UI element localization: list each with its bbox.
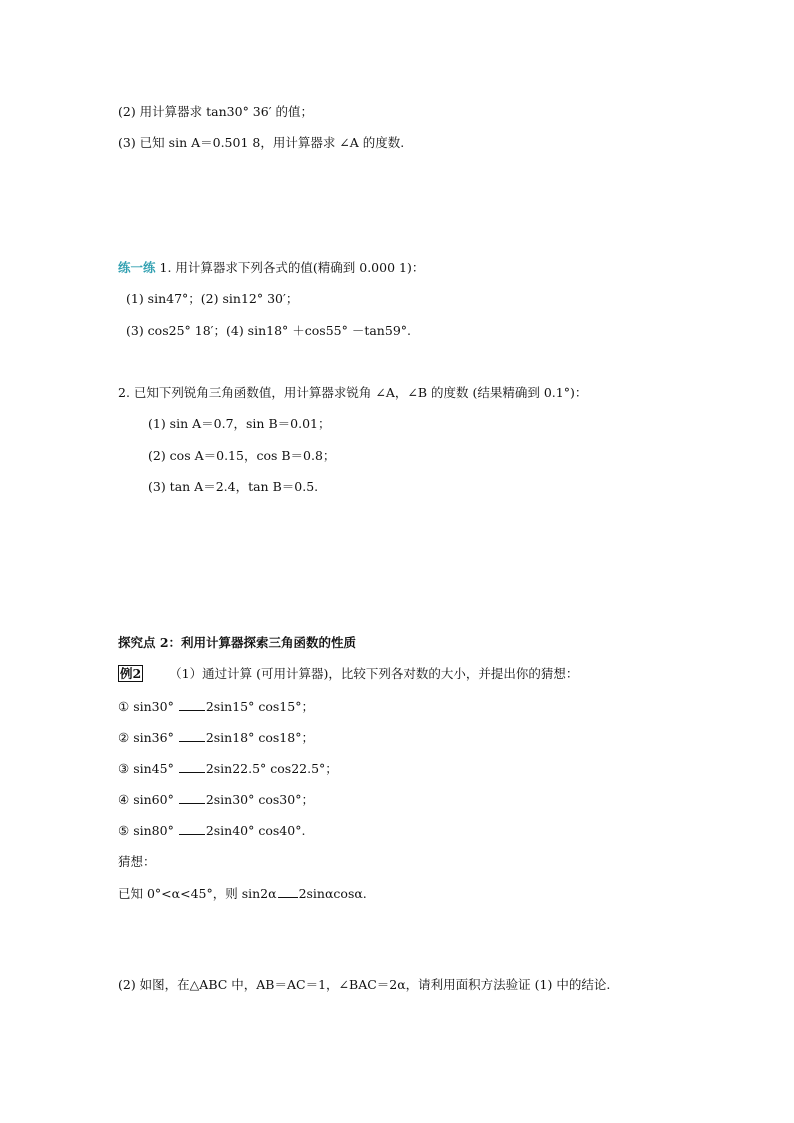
compare-item (118, 822, 305, 839)
compare-item (118, 791, 314, 808)
item-right: 2sin18° cos18°； (205, 730, 314, 745)
practice-label: 练一练 (118, 260, 156, 275)
example-intro (118, 666, 578, 682)
item-number: ⑤ (118, 823, 130, 838)
practice-q2-line2: (2) cos A＝0.15，cos B＝0.8； (148, 448, 336, 463)
item-number: ② (118, 730, 130, 745)
q3-line: (3) 已知 sin A＝0.501 8，用计算器求 ∠A 的度数. (118, 135, 405, 150)
compare-item (118, 698, 314, 715)
compare-item (118, 760, 338, 777)
practice-q2-line3: (3) tan A＝2.4，tan B＝0.5. (148, 479, 319, 494)
item-right: 2sin22.5° cos22.5°； (205, 761, 338, 776)
answer-blank[interactable] (179, 822, 205, 835)
item-right: 2sin30° cos30°； (205, 792, 314, 807)
guess-left: 已知 0°<α<45°，则 sin2α (118, 886, 277, 901)
answer-blank[interactable] (179, 760, 205, 773)
item-right: 2sin40° cos40°. (205, 823, 306, 838)
item-left: sin30° (133, 699, 174, 714)
guess-right: 2sinαcosα. (298, 886, 367, 901)
answer-blank[interactable] (179, 791, 205, 804)
practice-q1-intro: 1. 用计算器求下列各式的值(精确到 0.000 1)： (159, 260, 425, 275)
compare-item (118, 729, 314, 746)
item-number: ③ (118, 761, 130, 776)
item-left: sin45° (133, 761, 174, 776)
practice-q2-intro: 2. 已知下列锐角三角函数值，用计算器求锐角 ∠A，∠B 的度数 (结果精确到 0.1°)： (118, 385, 588, 400)
guess-line (118, 885, 367, 902)
part2-line: (2) 如图，在△ABC 中，AB＝AC＝1，∠BAC＝2α，请利用面积方法验证 (1) 中的结论. (118, 977, 611, 992)
answer-blank[interactable] (179, 698, 205, 711)
answer-blank[interactable] (179, 729, 205, 742)
item-left: sin36° (133, 730, 174, 745)
example-intro-text: （1）通过计算 (可用计算器)，比较下列各对数的大小，并提出你的猜想： (169, 666, 579, 681)
item-left: sin60° (133, 792, 174, 807)
item-number: ① (118, 699, 130, 714)
guess-label: 猜想： (118, 854, 156, 869)
example-label: 例2 (120, 666, 142, 681)
practice-q2-line1: (1) sin A＝0.7，sin B＝0.01； (148, 416, 331, 431)
item-number: ④ (118, 792, 130, 807)
item-right: 2sin15° cos15°； (205, 699, 314, 714)
item-left: sin80° (133, 823, 174, 838)
explore-heading: 探究点 2：利用计算器探索三角函数的性质 (118, 635, 357, 650)
practice-q1-line2: (3) cos25° 18′；(4) sin18° ＋cos55° －tan59°. (126, 323, 411, 338)
practice-intro (118, 260, 424, 276)
q2-line: (2) 用计算器求 tan30° 36′ 的值； (118, 104, 314, 119)
guess-blank[interactable] (278, 885, 298, 898)
practice-q1-line1: (1) sin47°；(2) sin12° 30′； (126, 291, 299, 306)
